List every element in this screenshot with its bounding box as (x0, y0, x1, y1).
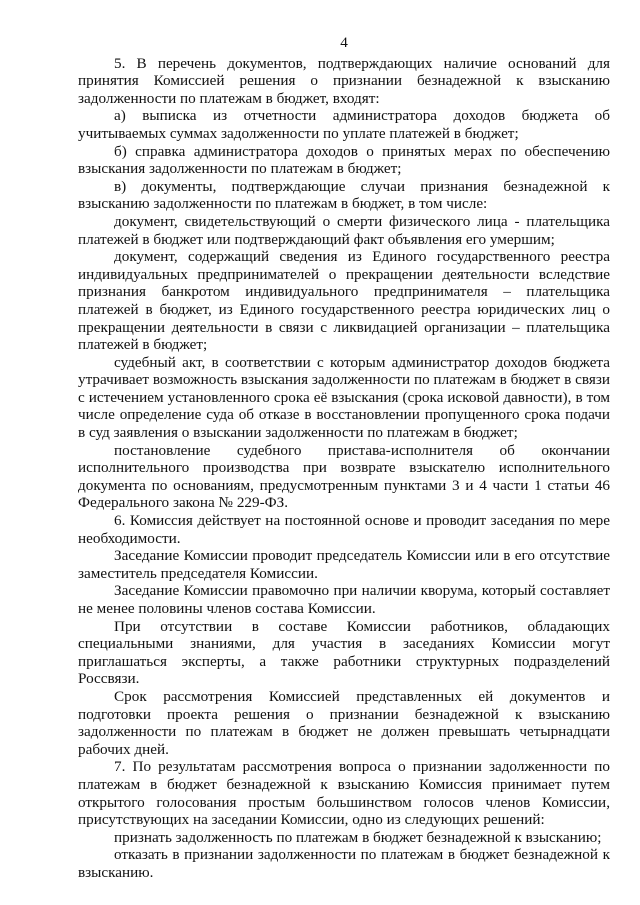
paragraph-experts: При отсутствии в составе Комиссии работников, обладающих специальными знаниями, для участия в заседаниях Комиссии могут приглашаться эксперты, а также работники структурных подразделений Россвязи. (78, 617, 610, 688)
paragraph-death-document: документ, свидетельствующий о смерти физического лица - плательщика платежей в бюджет или подтверждающий факт объявления его умершим; (78, 212, 610, 248)
paragraph-decision-recognize: признать задолженность по платежам в бюджет безнадежной к взысканию; (114, 828, 602, 846)
paragraph-court-act: судебный акт, в соответствии с которым администратор доходов бюджета утрачивает возможность взыскания задолженности по платежам в бюджет в связи с истечением установленного срока её взыскания (срока исковой давности), в том числе определение суда об отказе в восстановлении пропущенного срока подачи в суд заявления о взыскании задолженности по платежам в бюджет; (78, 353, 610, 442)
paragraph-bailiff-resolution: постановление судебного пристава-исполнителя об окончании исполнительного производства при возврате взыскателю исполнительного документа по основаниям, предусмотренным пунктами 3 и 4 части 1 статьи 46 Федерального закона № 229-ФЗ. (78, 441, 610, 512)
paragraph-7: 7. По результатам рассмотрения вопроса о признании задолженности по платежам в бюджет безнадежной к взысканию Комиссия принимает путем открытого голосования простым большинством голосов членов Комиссии, присутствующих на заседании Комиссии, одно из следующих решений: (78, 758, 610, 829)
paragraph-meeting-chair: Заседание Комиссии проводит председатель Комиссии или в его отсутствие заместитель председателя Комиссии. (78, 547, 610, 582)
paragraph-5v: в) документы, подтверждающие случаи признания безнадежной к взысканию задолженности по платежам в бюджет, в том числе: (78, 177, 610, 213)
paragraph-5a: а) выписка из отчетности администратора доходов бюджета об учитываемых суммах задолженности по уплате платежей в бюджет; (78, 107, 610, 142)
paragraph-registry-document: документ, содержащий сведения из Единого государственного реестра индивидуальных предпринимателей о прекращении деятельности вследствие признания банкротом индивидуального предпринимателя – плательщика платежей в бюджет, из Единого государственного реестра юридических лиц о прекращении деятельности в связи с ликвидацией организации – плательщика платежей в бюджет; (78, 248, 610, 354)
paragraph-quorum: Заседание Комиссии правомочно при наличии кворума, который составляет не менее половины членов состава Комиссии. (78, 582, 610, 617)
paragraph-5-intro: 5. В перечень документов, подтверждающих наличие оснований для принятия Комиссией решения о признании безнадежной к взысканию задолженности по платежам в бюджет, входят: (78, 54, 610, 107)
paragraph-decision-refuse: отказать в признании задолженности по платежам в бюджет безнадежной к взысканию. (78, 846, 610, 881)
paragraph-6: 6. Комиссия действует на постоянной основе и проводит заседания по мере необходимости. (78, 512, 610, 547)
page-number: 4 (340, 34, 348, 51)
paragraph-review-term: Срок рассмотрения Комиссией представленных ей документов и подготовки проекта решения о признании безнадежной к взысканию задолженности по платежам в бюджет не должен превышать четырнадцати рабочих дней. (78, 687, 610, 758)
paragraph-5b: б) справка администратора доходов о принятых мерах по обеспечению взыскания задолженности по платежам в бюджет; (78, 142, 610, 178)
